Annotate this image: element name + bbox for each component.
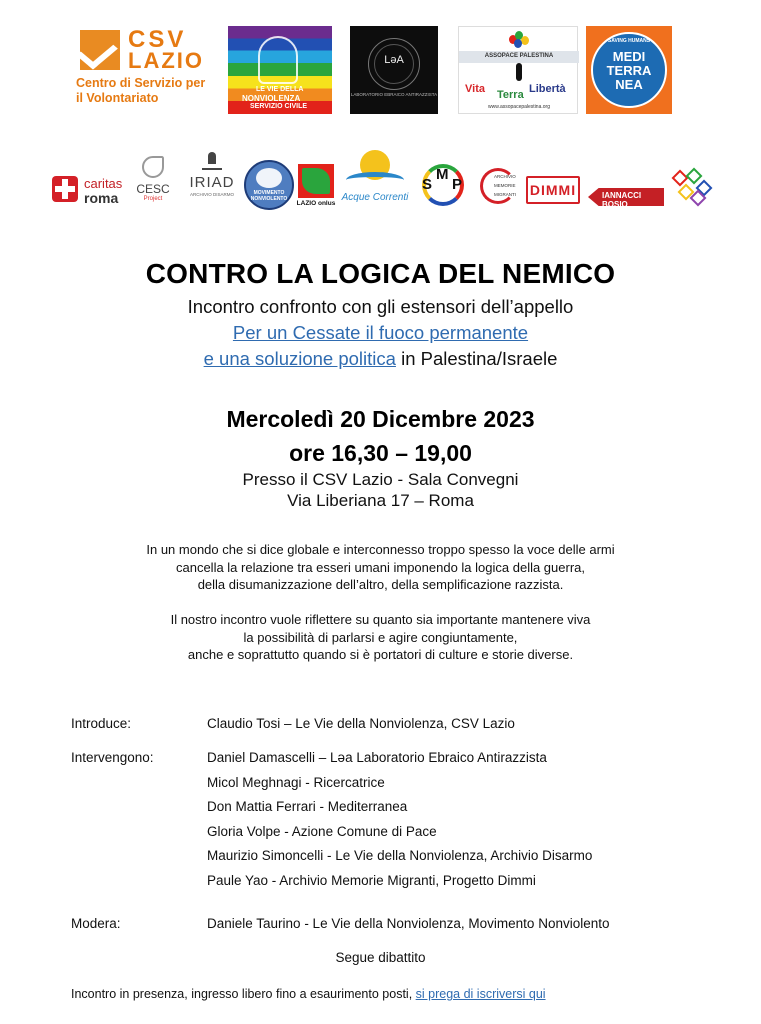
bosio-logo [588, 182, 664, 212]
cesc-sub: Project [143, 196, 163, 202]
paragraph-line: Il nostro incontro vuole riflettere su quanto sia importante mantenere viva [170, 612, 591, 627]
registration-text: Incontro in presenza, ingresso libero fino a esaurimento posti, [71, 987, 416, 1001]
speaker-item: Gloria Volpe - Azione Comune di Pace [207, 824, 437, 839]
leaf-icon [298, 164, 334, 198]
archmem-text: ARCHIVIO MEMORIE MIGRANTI [494, 174, 516, 197]
assopace-word-liberta: Libertà [529, 83, 566, 95]
speaker-item: Daniel Damascelli – Lǝa Laboratorio Ebraico Antirazzista [207, 750, 547, 765]
caritas-line2: roma [84, 190, 119, 206]
csv-logo-name: CSV [128, 26, 187, 53]
dimmi-text: DIMMI [529, 182, 577, 198]
cross-icon [52, 176, 78, 202]
csv-logo-subtitle: Centro di Servizio per il Volontariato [76, 76, 206, 105]
assopace-url: www.assopacepalestina.org [488, 104, 550, 110]
balloons-icon [509, 31, 529, 51]
acque-correnti-logo [340, 150, 410, 210]
appeal-link-line2 [0, 348, 761, 370]
partner-logos-main [0, 24, 761, 116]
vie-logo-line2: NONVIOLENZA [242, 94, 301, 103]
smp-letter-s: S [422, 176, 433, 193]
paragraph-line: la possibilità di parlarsi e agire congiuntamente, [243, 629, 518, 645]
mediterranea-word-1: MEDI [612, 49, 646, 64]
dimmi-logo [526, 176, 580, 204]
csv-checkmark-icon [80, 30, 120, 70]
archivio-memorie-migranti-logo [480, 168, 522, 208]
speakers-label: Intervengono: [71, 750, 154, 765]
vie-logo-line1: LE VIE DELLA [256, 86, 304, 93]
movimento-text: MOVIMENTO NONVIOLENTO [250, 190, 288, 202]
le-vie-della-nonviolenza-logo [228, 26, 332, 114]
paragraph-line: anche e soprattutto quando si è portatori di culture e storie diverse. [187, 647, 574, 662]
vie-logo-line3: SERVIZIO CIVILE [250, 103, 308, 110]
uisp-text: LAZIO onlus [296, 200, 336, 207]
assopace-header: ASSOPACE PALESTINA [484, 53, 554, 59]
introduce-label: Introduce: [71, 716, 132, 731]
smp-letter-p: P [452, 176, 463, 193]
book-icon [202, 152, 222, 170]
paragraph-line: In un mondo che si dice globale e interconnesso troppo spesso la voce delle armi [146, 542, 615, 557]
mediterranea-word-3: NEA [615, 77, 643, 92]
dove-icon [142, 156, 164, 178]
paragraph-line: cancella la relazione tra esseri umani imponendo la logica della guerra, [175, 559, 585, 575]
bosio-text: IANNACCI BOSIO [602, 191, 642, 209]
acque-text: Acque Correnti [341, 192, 409, 203]
partner-logos-secondary [0, 148, 761, 218]
appeal-suffix: in Palestina/Israele [395, 348, 558, 369]
iriad-name: IRIAD [189, 174, 235, 191]
intro-paragraph-2 [0, 611, 761, 664]
person-outline-icon [258, 36, 298, 84]
appeal-link-part1[interactable]: Per un Cessate il fuoco permanente [232, 322, 529, 343]
event-time: ore 16,30 – 19,00 [289, 440, 472, 466]
globe-icon [256, 168, 282, 188]
page-subtitle: Incontro confronto con gli estensori dell’appello [187, 296, 574, 317]
movimento-nonviolento-logo [244, 160, 294, 210]
iriad-sub: ARCHIVIO DISARMO [189, 192, 234, 197]
registration-link[interactable]: si prega di iscriversi qui [415, 987, 546, 1001]
event-address: Via Liberiana 17 – Roma [287, 491, 474, 510]
page-title: CONTRO LA LOGICA DEL NEMICO [145, 258, 616, 289]
speaker-item: Maurizio Simoncelli - Le Vie della Nonviolenza, Archivio Disarmo [207, 848, 593, 863]
caritas-line1: caritas [84, 176, 123, 191]
assopace-word-vita: Vita [465, 83, 485, 95]
mosaic-icon [670, 168, 714, 208]
smp-logo [420, 164, 468, 208]
moderator-value: Daniele Taurino - Le Vie della Nonviolenza, Movimento Nonviolento [207, 916, 610, 931]
lea-logo-subtitle: LABORATORIO EBRAICO ANTIRAZZISTA [350, 92, 438, 97]
intro-paragraph-1 [0, 541, 761, 594]
cesc-name: CESC [136, 182, 170, 196]
debate-note: Segue dibattito [335, 950, 426, 965]
registration-note [71, 987, 546, 1001]
iriad-logo [188, 150, 236, 204]
paragraph-line: della disumanizzazione dell’altro, della semplificazione razzista. [197, 577, 564, 592]
speaker-item: Micol Meghnagi - Ricercatrice [207, 775, 385, 790]
appeal-link-line1 [0, 322, 761, 344]
mediterranea-word-2: TERRA [606, 63, 652, 78]
csv-lazio-logo [74, 28, 214, 112]
caritas-roma-logo [52, 172, 126, 206]
lea-logo-name: LəA [384, 54, 404, 66]
csv-logo-region: LAZIO [128, 48, 204, 73]
introduce-value: Claudio Tosi – Le Vie della Nonviolenza, CSV Lazio [207, 716, 515, 731]
appeal-link-part2[interactable]: e una soluzione politica [203, 348, 396, 369]
cesc-project-logo [132, 156, 174, 206]
uisp-lazio-logo [296, 164, 336, 212]
speaker-item: Paule Yao - Archivio Memorie Migranti, Progetto Dimmi [207, 873, 536, 888]
event-place: Presso il CSV Lazio - Sala Convegni [242, 470, 519, 489]
girl-silhouette-icon [516, 63, 522, 81]
smp-letter-m: M [436, 166, 449, 183]
mediterranea-logo [586, 26, 672, 114]
lea-logo [350, 26, 438, 114]
event-date: Mercoledì 20 Dicembre 2023 [226, 406, 535, 432]
assopace-palestina-logo [458, 26, 578, 114]
speaker-item: Don Mattia Ferrari - Mediterranea [207, 799, 408, 814]
wave-icon [346, 172, 404, 188]
assopace-word-terra: Terra [497, 89, 524, 101]
mediterranea-tagline: SAVING HUMANS [607, 38, 651, 44]
moderator-label: Modera: [71, 916, 121, 931]
